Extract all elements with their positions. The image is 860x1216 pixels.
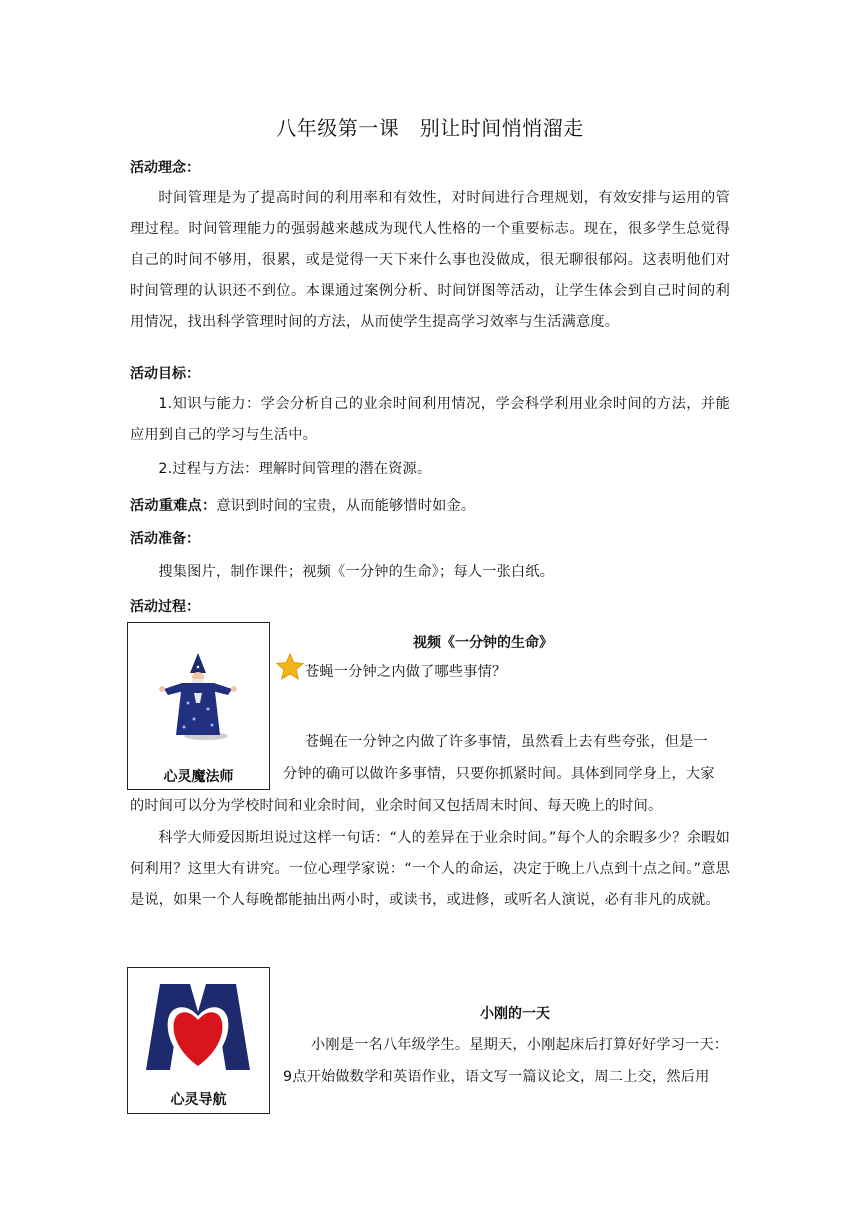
story-line-2: 9点开始做数学和英语作业，语文写一篇议论文，周二上交，然后用 bbox=[283, 1069, 710, 1085]
prep-heading: 活动准备： bbox=[130, 531, 200, 547]
goals-heading: 活动目标： bbox=[130, 366, 200, 382]
video-answer-rest: 的时间可以分为学校时间和业余时间，业余时间又包括周末时间、每天晚上的时间。 bbox=[130, 798, 663, 814]
wizard-icon bbox=[128, 623, 269, 753]
navigation-image-box bbox=[127, 967, 270, 1114]
key-points bbox=[130, 496, 475, 516]
process-heading: 活动过程： bbox=[130, 599, 200, 615]
concept-heading: 活动理念： bbox=[130, 160, 200, 176]
video-answer-line-2: 分钟的确可以做许多事情，只要你抓紧时间。具体到同学身上，大家 bbox=[283, 766, 715, 782]
heart-logo-icon bbox=[128, 968, 269, 1080]
star-icon bbox=[275, 652, 305, 682]
einstein-paragraph: 科学大师爱因斯坦说过这样一句话：“人的差异在于业余时间。”每个人的余暇多少？余暇如何利用？这里大有讲究。一位心理学家说：“一个人的命运，决定于晚上八点到十点之间。”意思是说，如果一个人每晚都能抽出两小时，或读书，或进修，或听名人演说，必有非凡的成就。 bbox=[130, 830, 730, 908]
wizard-image-box bbox=[127, 622, 270, 790]
key-heading: 活动重难点： bbox=[130, 498, 217, 514]
goal-item-2: 2.过程与方法：理解时间管理的潜在资源。 bbox=[158, 461, 432, 477]
navigation-caption: 心灵导航 bbox=[170, 1092, 227, 1108]
page-title: 八年级第一课 别让时间悄悄溜走 bbox=[276, 116, 584, 140]
video-answer-line-1: 苍蝇在一分钟之内做了许多事情，虽然看上去有些夸张，但是一 bbox=[305, 734, 708, 750]
prep-text: 搜集图片，制作课件；视频《一分钟的生命》；每人一张白纸。 bbox=[158, 564, 555, 580]
story-line-1: 小刚是一名八年级学生。星期天，小刚起床后打算好好学习一天： bbox=[311, 1037, 729, 1053]
video-question: 苍蝇一分钟之内做了哪些事情？ bbox=[305, 664, 507, 680]
concept-text: 时间管理是为了提高时间的利用率和有效性，对时间进行合理规划，有效安排与运用的管理过程。时间管理能力的强弱越来越成为现代人性格的一个重要标志。现在，很多学生总觉得自己的时间不够用，很累，或是觉得一天下来什么事也没做成，很无聊很郁闷。这表明他们对时间管理的认识还不到位。本课通过案例分析、时间饼图等活动，让学生体会到自己时间的利用情况，找出科学管理时间的方法，从而使学生提高学习效率与生活满意度。 bbox=[130, 190, 730, 330]
video-subtitle: 视频《一分钟的生命》 bbox=[413, 635, 553, 651]
goal-item-1: 1.知识与能力：学会分析自己的业余时间利用情况，学会科学利用业余时间的方法，并能应用到自己的学习与生活中。 bbox=[130, 396, 730, 443]
story-subtitle: 小刚的一天 bbox=[480, 1006, 550, 1022]
key-text: 意识到时间的宝贵，从而能够惜时如金。 bbox=[216, 498, 476, 514]
wizard-caption: 心灵魔法师 bbox=[163, 769, 234, 785]
